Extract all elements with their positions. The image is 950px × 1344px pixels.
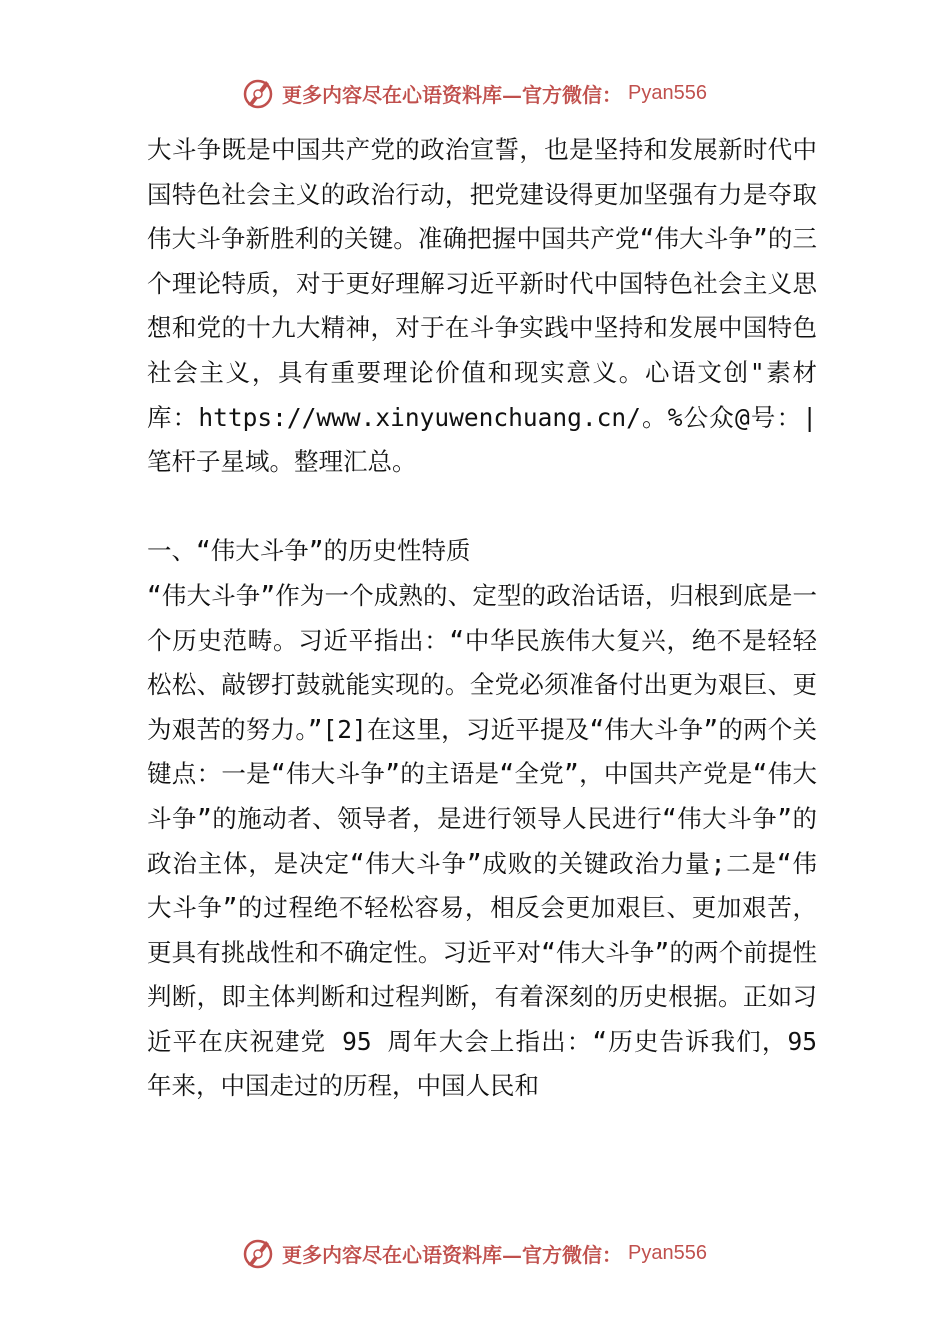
quill-circle-logo-icon bbox=[240, 75, 276, 111]
paragraph: “伟大斗争”作为一个成熟的、定型的政治话语，归根到底是一个历史范畴。习近平指出：“中华民族伟大复兴，绝不是轻轻松松、敲锣打鼓就能实现的。全党必须准备付出更为艰巨、更为艰苦的努力。”[2]在这里，习近平提及“伟大斗争”的两个关键点：一是“伟大斗争”的主语是“全党”，中国共产党是“伟大斗争”的施动者、领导者，是进行领导人民进行“伟大斗争”的政治主体，是决定“伟大斗争”成败的关键政治力量;二是“伟大斗争”的过程绝不轻松容易，相反会更加艰巨、更加艰苦，更具有挑战性和不确定性。习近平对“伟大斗争”的两个前提性判断，即主体判断和过程判断，有着深刻的历史根据。正如习近平在庆祝建党 95 周年大会上指出：“历史告诉我们，95 年来，中国走过的历程，中国人民和 bbox=[147, 580, 817, 1101]
footer-banner bbox=[240, 1233, 707, 1273]
section-heading: 一、“伟大斗争”的历史性特质 bbox=[147, 536, 471, 566]
banner-wechat-id: Pyan556 bbox=[628, 81, 707, 104]
paragraph: 大斗争既是中国共产党的政治宣誓，也是坚持和发展新时代中国特色社会主义的政治行动，把党建设得更加坚强有力是夺取伟大斗争新胜利的关键。准确把握中国共产党“伟大斗争”的三个理论特质，对于更好理解习近平新时代中国特色社会主义思想和党的十九大精神，对于在斗争实践中坚持和发展中国特色社会主义，具有重要理论价值和现实意义。心语文创"素材库：https://www.xinyuwenchuang.cn/。%公众@号：|笔杆子星域。整理汇总。 bbox=[147, 135, 817, 477]
banner-wechat-id: Pyan556 bbox=[628, 1241, 707, 1264]
header-banner bbox=[240, 73, 707, 113]
document-body bbox=[147, 128, 817, 1109]
quill-circle-logo-icon bbox=[240, 1235, 276, 1271]
banner-text: 更多内容尽在心语资料库—官方微信： bbox=[282, 1242, 622, 1267]
banner-text: 更多内容尽在心语资料库—官方微信： bbox=[282, 82, 622, 107]
